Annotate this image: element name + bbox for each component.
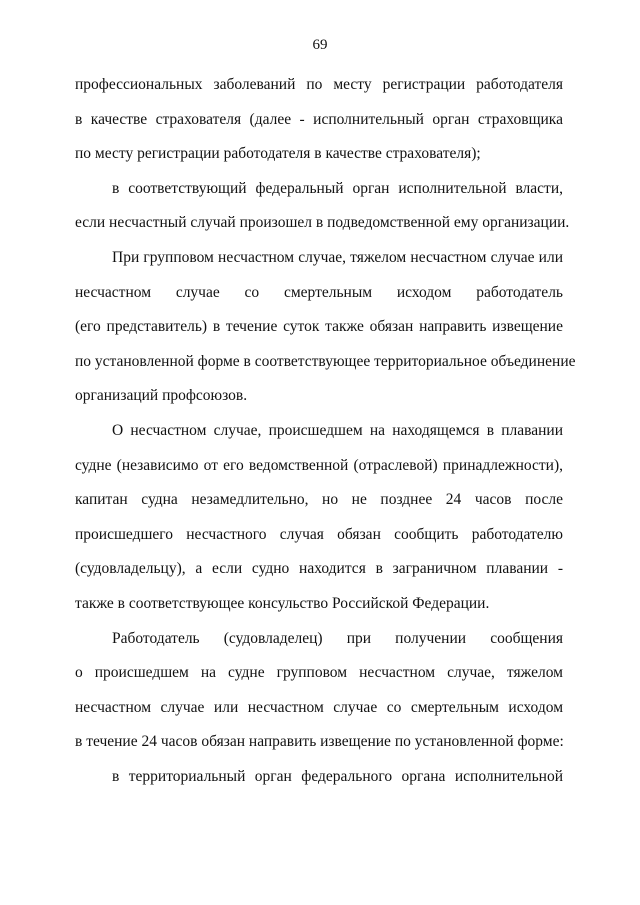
text-line: (его представитель) в течение суток также обязан направить извещение: [75, 318, 563, 336]
text-line: в территориальный орган федерального органа исполнительной: [112, 767, 563, 785]
text-line: несчастном случае со смертельным исходом работодатель: [75, 283, 563, 301]
text-line: по установленной форме в соответствующее территориальное объединение: [75, 352, 576, 370]
text-line: по месту регистрации работодателя в качестве страхователя);: [75, 145, 481, 163]
text-line: также в соответствующее консульство Российской Федерации.: [75, 594, 490, 612]
text-line: (судовладельцу), а если судно находится в заграничном плавании -: [75, 560, 563, 578]
text-line: капитан судна незамедлительно, но не позднее 24 часов после: [75, 491, 563, 509]
text-line: если несчастный случай произошел в подведомственной ему организации.: [75, 214, 570, 232]
text-line: в качестве страхователя (далее - исполнительный орган страховщика: [75, 110, 563, 128]
text-line: При групповом несчастном случае, тяжелом несчастном случае или: [112, 248, 563, 266]
text-line: несчастном случае или несчастном случае со смертельным исходом: [75, 698, 563, 716]
text-line: о происшедшем на судне групповом несчастном случае, тяжелом: [75, 664, 563, 682]
page-number: 69: [312, 37, 328, 53]
text-line: в течение 24 часов обязан направить извещение по установленной форме:: [75, 733, 564, 751]
text-line: Работодатель (судовладелец) при получении сообщения: [112, 629, 563, 647]
text-line: профессиональных заболеваний по месту регистрации работодателя: [75, 76, 563, 93]
text-line: происшедшего несчастного случая обязан сообщить работодателю: [75, 525, 563, 543]
text-line: судне (независимо от его ведомственной (отраслевой) принадлежности),: [75, 456, 563, 474]
text-line: О несчастном случае, происшедшем на находящемся в плавании: [112, 421, 563, 439]
document-body: [75, 68, 576, 794]
text-line: организаций профсоюзов.: [75, 387, 248, 405]
text-line: в соответствующий федеральный орган исполнительной власти,: [112, 179, 563, 197]
